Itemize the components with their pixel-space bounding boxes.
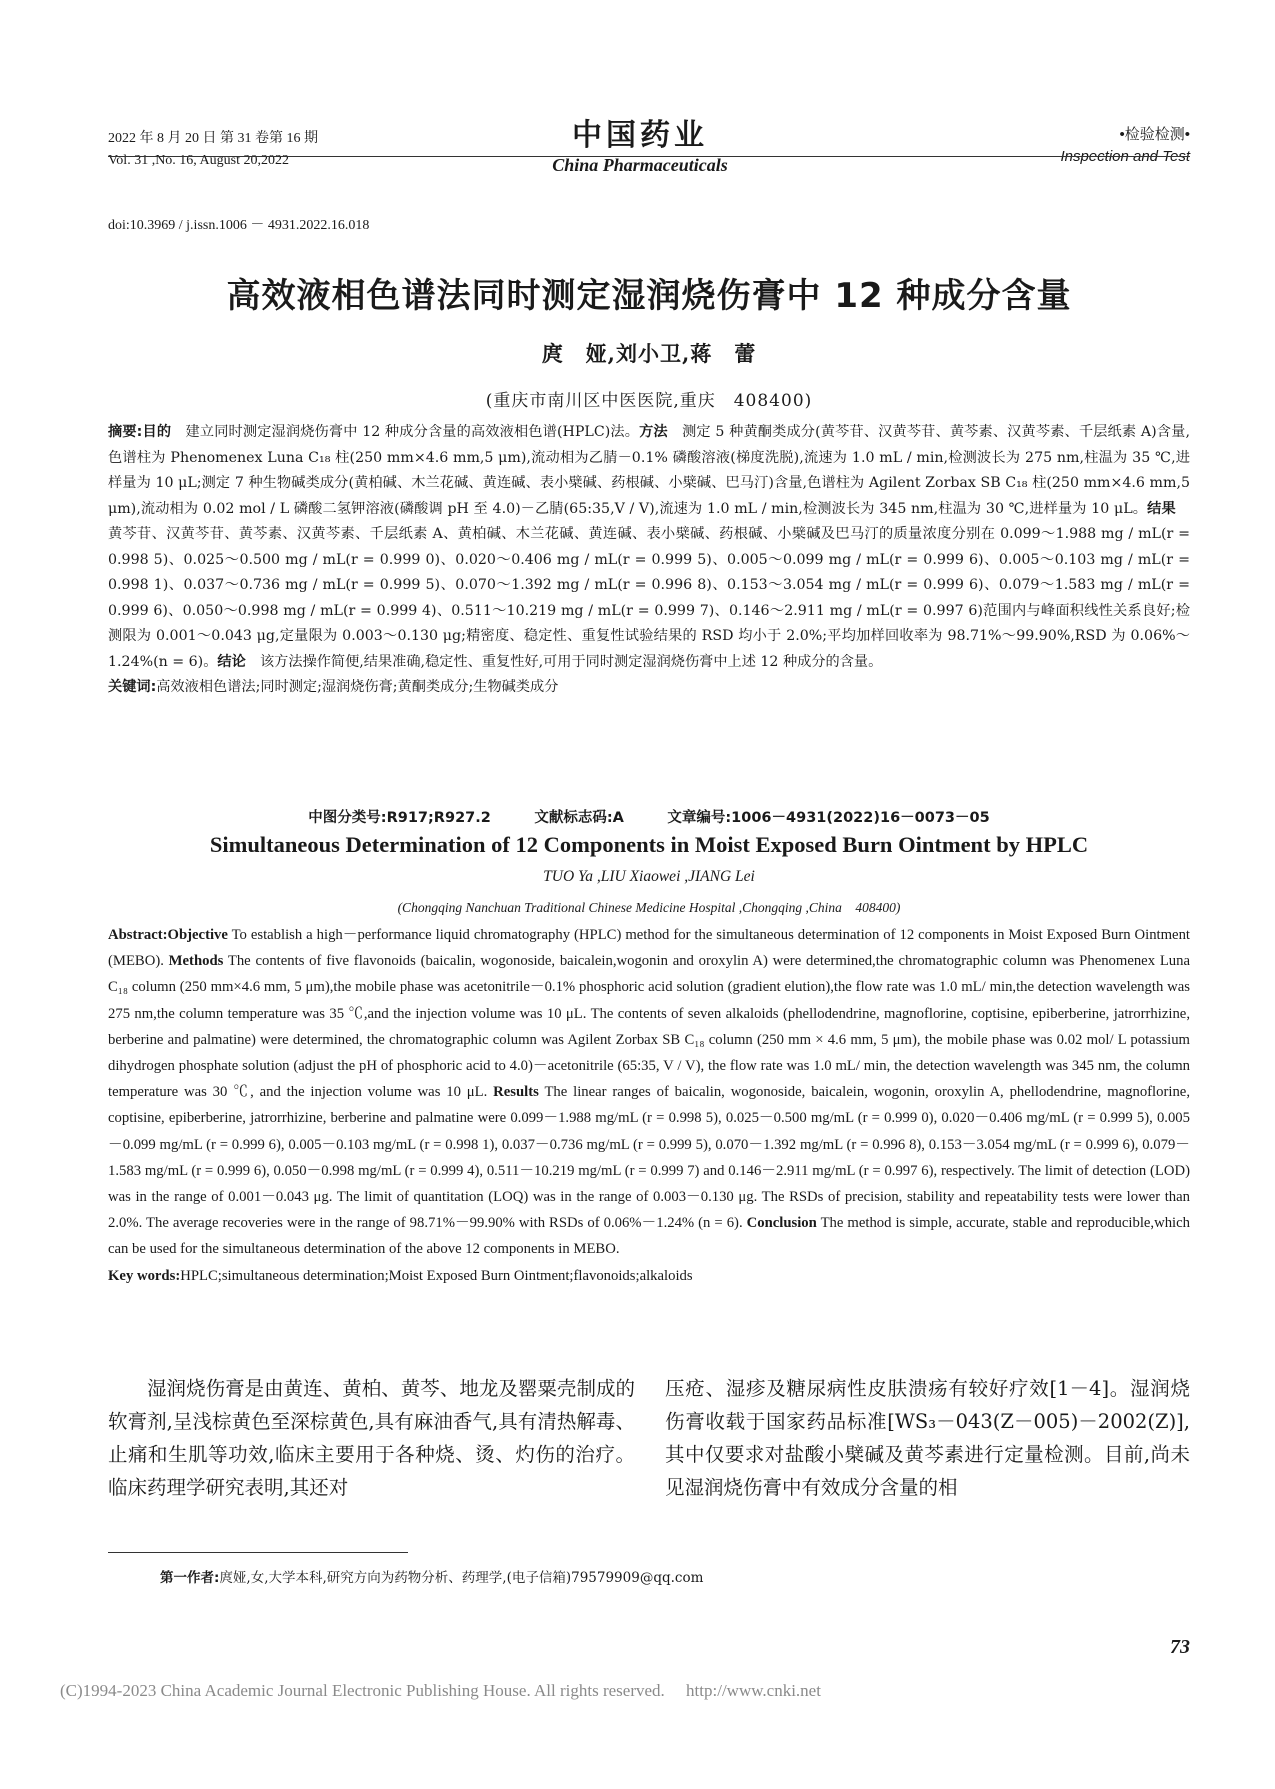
authors-cn: 庹 娅,刘小卫,蒋 蕾 bbox=[541, 341, 757, 366]
keywords-en bbox=[108, 1263, 1190, 1289]
footnote-rule bbox=[108, 1552, 408, 1553]
keywords-text-cn: 高效液相色谱法;同时测定;湿润烧伤膏;黄酮类成分;生物碱类成分 bbox=[156, 679, 559, 695]
abstract-label-en: Abstract: bbox=[108, 927, 168, 943]
journal-name-cn: 中国药业 bbox=[572, 118, 708, 153]
conclusion-label-en: Conclusion bbox=[746, 1215, 817, 1232]
authors-en: TUO Ya ,LIU Xiaowei ,JIANG Lei bbox=[543, 868, 755, 885]
copyright-watermark: (C)1994-2023 China Academic Journal Electronic Publishing House. All rights reserved. http://www.cnki.net bbox=[60, 1681, 821, 1700]
keywords-label-en: Key words: bbox=[108, 1267, 181, 1284]
conclusion-label-cn: 结论 bbox=[217, 653, 246, 670]
results-label-cn: 结果 bbox=[1147, 500, 1176, 517]
article-title-en: Simultaneous Determination of 12 Components in Moist Exposed Burn Ointment by HPLC bbox=[209, 832, 1089, 857]
body-column-right: 压疮、湿疹及糖尿病性皮肤溃疡有较好疗效[1－4]。湿润烧伤膏收载于国家药品标准[WS₃－043(Z－005)－2002(Z)],其中仅要求对盐酸小檗碱及黄芩素进行定量检测。目前,尚未见湿润烧伤膏中有效成分含量的相 bbox=[665, 1377, 1190, 1499]
abstract-en bbox=[108, 922, 1190, 1289]
methods-text-en: The contents of five flavonoids (baicalin, wogonoside, baicalein,wogonin and oroxylin A) were determined,the chromatographic column was Phenomenex Luna C₁₈ column (250 mm×4.6 mm, 5 μm),the mobile phase was acetonitrile－0.1% phosphoric acid solution (gradient elution),the flow rate was 1.0 mL/ min,the detection wavelength was 275 nm,the column temperature was 35 ℃,and the injection volume was 10 μL. The contents of seven alkaloids (phellodendrine, magnoflorine, coptisine, epiberberine, jatrorrhizine, berberine and palmatine) were determined, the chromatographic column was Agilent Zorbax SB C₁₈ column (250 mm × 4.6 mm, 5 μm), the mobile phase was 0.02 mol/ L potassium dihydrogen phosphate solution (adjust the pH of phosphoric acid to 4.0)－acetonitrile (65:35, V / V), the flow rate was 1.0 mL/ min, the detection wavelength was 345 nm, the column temperature was 30 ℃, and the injection volume was 10 μL. bbox=[108, 953, 1190, 1101]
conclusion-text-cn: 该方法操作简便,结果准确,稳定性、重复性好,可用于同时测定湿润烧伤膏中上述 12 种成分的含量。 bbox=[245, 653, 883, 670]
article-title-cn: 高效液相色谱法同时测定湿润烧伤膏中 12 种成分含量 bbox=[226, 276, 1072, 316]
footnote-label: 第一作者: bbox=[160, 1570, 220, 1586]
journal-issue-info bbox=[108, 128, 318, 172]
results-label-en: Results bbox=[493, 1084, 539, 1101]
footnote bbox=[160, 1566, 703, 1586]
abstract-label-cn: 摘要: bbox=[108, 424, 143, 440]
results-text-en: The linear ranges of baicalin, wogonoside, baicalein, wogonin, oroxylin A, phellodendrine, magnoflorine, coptisine, epiberberine, jatrorrhizine, berberine and palmatine were 0.099－1.988 mg/mL (r = 0.998 5), 0.025－0.500 mg/mL (r = 0.999 0), 0.020－0.406 mg/mL (r = 0.999 5), 0.005－0.099 mg/mL (r = 0.999 6), 0.005－0.103 mg/mL (r = 0.998 1), 0.037－0.736 mg/mL (r = 0.999 5), 0.070－1.392 mg/mL (r = 0.996 8), 0.153－3.054 mg/mL (r = 0.999 6), 0.079－1.583 mg/mL (r = 0.999 6), 0.050－0.998 mg/mL (r = 0.999 4), 0.511－10.219 mg/mL (r = 0.999 7) and 0.146－2.911 mg/mL (r = 0.997 6), respectively. The limit of detection (LOD) was in the range of 0.001－0.043 μg. The limit of quantitation (LOQ) was in the range of 0.003－0.130 μg. The RSDs of precision, stability and repeatability tests were lower than 2.0%. The average recoveries were in the range of 98.71%－99.90% with RSDs of 0.06%－1.24% (n = 6). bbox=[108, 1084, 1190, 1232]
journal-name-en: China Pharmaceuticals bbox=[552, 155, 728, 175]
affiliation-en: (Chongqing Nanchuan Traditional Chinese Medicine Hospital ,Chongqing ,China 408400) bbox=[397, 900, 901, 915]
conclusion-text-en: The method is simple, accurate, stable and reproducible,which can be used for the simultaneous determination of the above 12 components in MEBO. bbox=[108, 1215, 1190, 1258]
objective-text-cn: 建立同时测定湿润烧伤膏中 12 种成分含量的高效液相色谱(HPLC)法。 bbox=[171, 424, 640, 440]
page-number: 73 bbox=[1170, 1636, 1190, 1658]
issue-date-cn: 2022 年 8 月 20 日 第 31 卷第 16 期 bbox=[108, 131, 318, 146]
keywords-text-en: HPLC;simultaneous determination;Moist Exposed Burn Ointment;flavonoids;alkaloids bbox=[180, 1267, 693, 1284]
issue-vol-en: Vol. 31 ,No. 16, August 20,2022 bbox=[108, 153, 289, 168]
methods-label-en: Methods bbox=[168, 953, 224, 970]
classification-line: 中图分类号:R917;R927.2 文献标志码:A 文章编号:1006－4931(2022)16－0073－05 bbox=[308, 810, 990, 826]
methods-label-cn: 方法 bbox=[639, 424, 668, 440]
doi: doi:10.3969 / j.issn.1006 － 4931.2022.16.018 bbox=[108, 218, 370, 233]
keywords-cn bbox=[108, 675, 1190, 701]
section-label bbox=[1060, 124, 1190, 168]
footnote-text: 庹娅,女,大学本科,研究方向为药物分析、药理学,(电子信箱)79579909@qq.com bbox=[219, 1570, 704, 1586]
keywords-label-cn: 关键词: bbox=[108, 679, 157, 695]
journal-masthead bbox=[530, 118, 750, 176]
affiliation-cn: (重庆市南川区中医医院,重庆 408400) bbox=[485, 391, 813, 411]
section-cn: •检验检测• bbox=[1119, 126, 1190, 143]
methods-text-cn: 测定 5 种黄酮类成分(黄芩苷、汉黄芩苷、黄芩素、汉黄芩素、千层纸素 A)含量,色谱柱为 Phenomenex Luna C₁₈ 柱(250 mm×4.6 mm,5 μm),流动相为乙腈－0.1% 磷酸溶液(梯度洗脱),流速为 1.0 mL / min,检测波长为 275 nm,柱温为 35 ℃,进样量为 10 μL;测定 7 种生物碱类成分(黄柏碱、木兰花碱、黄连碱、表小檗碱、药根碱、小檗碱、巴马汀)含量,色谱柱为 Agilent Zorbax SB C₁₈ 柱(250 mm×4.6 mm,5 μm),流动相为 0.02 mol / L 磷酸二氢钾溶液(磷酸调 pH 至 4.0)－乙腈(65:35,V / V),流速为 1.0 mL / min,检测波长为 345 nm,柱温为 30 ℃,进样量为 10 μL。 bbox=[108, 424, 1190, 517]
header-rule bbox=[108, 156, 1190, 157]
objective-label-en: Objective bbox=[167, 927, 228, 943]
results-text-cn: 黄芩苷、汉黄芩苷、黄芩素、汉黄芩素、千层纸素 A、黄柏碱、木兰花碱、黄连碱、表小檗碱、药根碱、小檗碱及巴马汀的质量浓度分别在 0.099～1.988 mg / mL(r = 0.998 5)、0.025～0.500 mg / mL(r = 0.999 0)、0.020～0.406 mg / mL(r = 0.999 5)、0.005～0.099 mg / mL(r = 0.999 6)、0.005～0.103 mg / mL(r = 0.998 1)、0.037～0.736 mg / mL(r = 0.999 5)、0.070～1.392 mg / mL(r = 0.996 8)、0.153～3.054 mg / mL(r = 0.999 6)、0.079～1.583 mg / mL(r = 0.999 6)、0.050～0.998 mg / mL(r = 0.999 4)、0.511～10.219 mg / mL(r = 0.999 7)、0.146～2.911 mg / mL(r = 0.997 6)范围内与峰面积线性关系良好;检测限为 0.001～0.043 μg,定量限为 0.003～0.130 μg;精密度、稳定性、重复性试验结果的 RSD 均小于 2.0%;平均加样回收率为 98.71%～99.90%,RSD 为 0.06%～1.24%(n = 6)。 bbox=[108, 500, 1190, 670]
body-column-left: 湿润烧伤膏是由黄连、黄柏、黄芩、地龙及罂粟壳制成的软膏剂,呈浅棕黄色至深棕黄色,具有麻油香气,具有清热解毒、止痛和生肌等功效,临床主要用于各种烧、烫、灼伤的治疗。临床药理学研究表明,其还对 bbox=[108, 1377, 635, 1499]
objective-label-cn: 目的 bbox=[142, 424, 172, 440]
objective-text-en: To establish a high－performance liquid chromatography (HPLC) method for the simultaneous determination of 12 components in Moist Exposed Burn Ointment (MEBO). bbox=[108, 927, 1190, 970]
section-en: Inspection and Test bbox=[1060, 148, 1190, 165]
abstract-cn bbox=[108, 420, 1190, 701]
